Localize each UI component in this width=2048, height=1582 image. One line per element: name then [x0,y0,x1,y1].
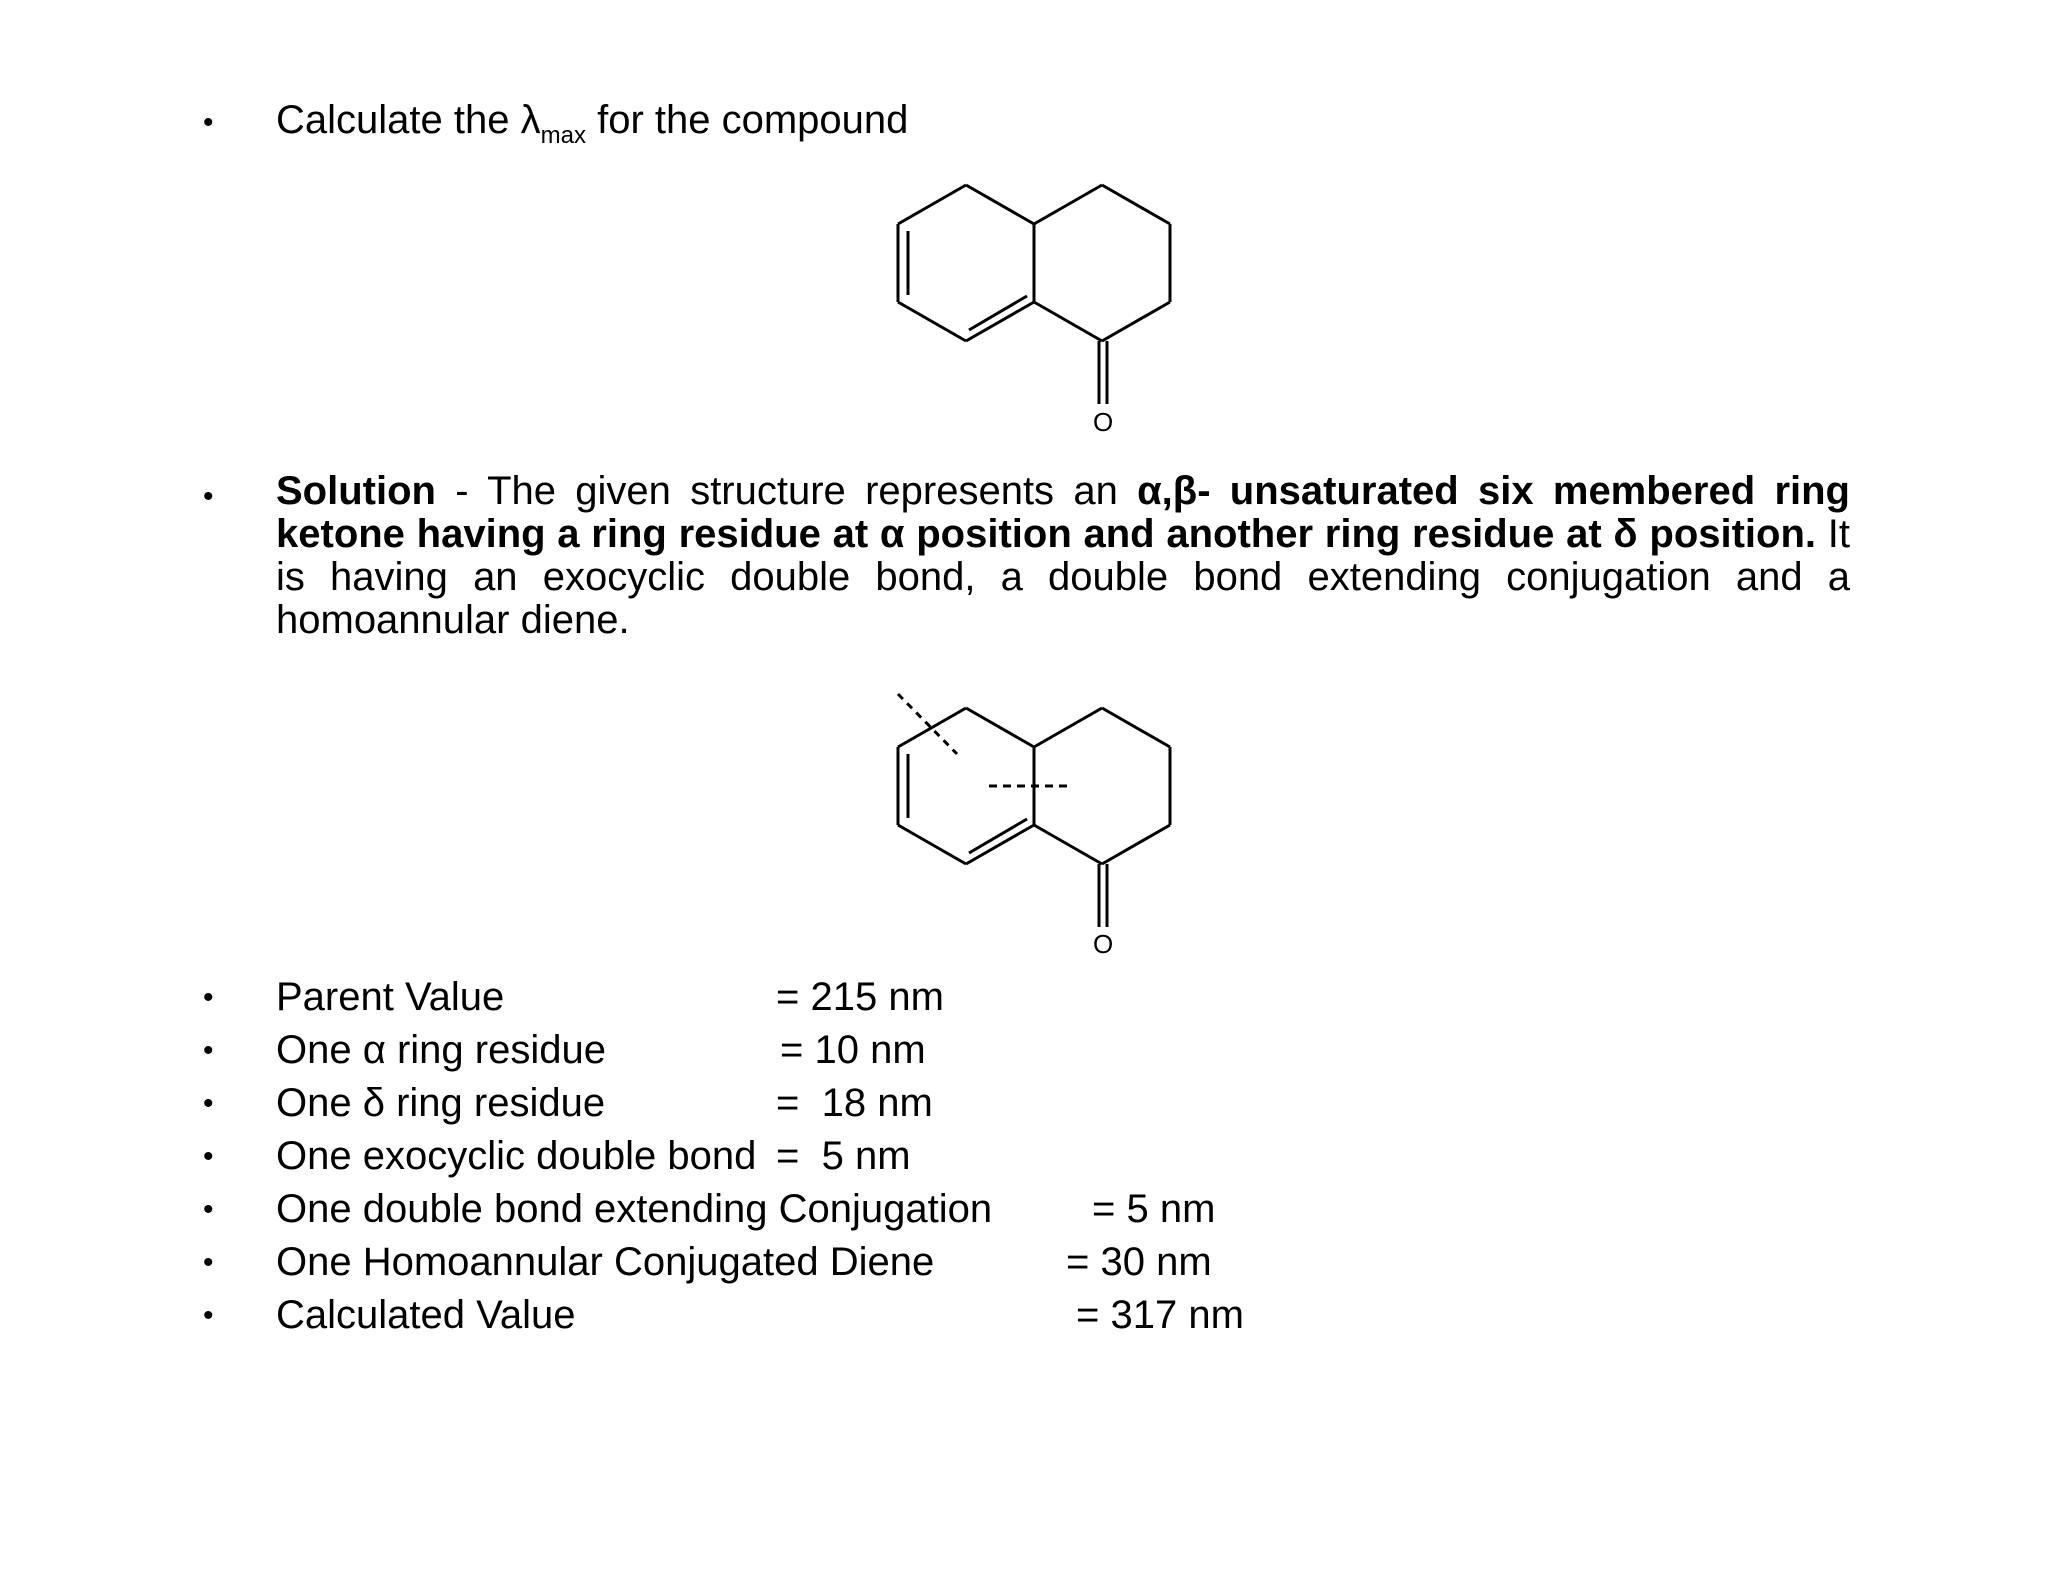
question-prefix: Calculate the [276,98,510,142]
calc-value-exocyclic: = 5 nm [776,1134,911,1178]
lambda-symbol: $\lambda_{max}$ [520,98,586,149]
bullet: • [203,1193,214,1226]
calc-label-homoannular: One Homoannular Conjugated Diene [276,1240,935,1284]
ring-residue-dashed-lines [898,694,1070,786]
bullet: • [203,981,214,1014]
molecule-bonds [898,185,1170,404]
question-line [276,100,908,148]
solution-rest-text: It is having an exocyclic double bond, a double bond extending conjugation and a homoannular diene. [276,512,1850,642]
bullet: • [203,1140,214,1173]
bullet: • [203,1034,214,1067]
solution-label: Solution [276,469,436,513]
calc-label-alpha: One α ring residue [276,1028,606,1072]
solution-bold-text: α,β- unsaturated six membered ring ketone having a ring residue at α position and another ring residue at δ position. [276,469,1850,556]
calc-value-alpha: = 10 nm [780,1028,926,1072]
calc-value-homoannular: = 30 nm [1066,1240,1212,1284]
calc-value-delta: = 18 nm [776,1081,933,1125]
bullet: • [203,1087,214,1120]
calc-value-total: = 317 nm [1076,1293,1244,1337]
oxygen-label: O [1093,929,1114,959]
solution-intro: - The given structure represents an [435,469,1138,513]
question-suffix: for the compound [597,98,909,142]
solution-paragraph [276,470,1850,642]
bullet: • [203,1246,214,1279]
annotated-molecule-bonds [898,708,1170,927]
calc-value-extending: = 5 nm [1092,1187,1216,1231]
bullet: • [203,480,214,513]
calc-label-parent: Parent Value [276,975,505,1019]
calc-value-parent: = 215 nm [776,975,944,1019]
bullet: • [203,1299,214,1332]
calc-label-exocyclic: One exocyclic double bond [276,1134,757,1178]
bullet: • [203,106,214,139]
calc-label-delta: One δ ring residue [276,1081,606,1125]
calc-label-total: Calculated Value [276,1293,576,1337]
calc-label-extending: One double bond extending Conjugation [276,1187,993,1231]
oxygen-label: O [1093,407,1114,437]
